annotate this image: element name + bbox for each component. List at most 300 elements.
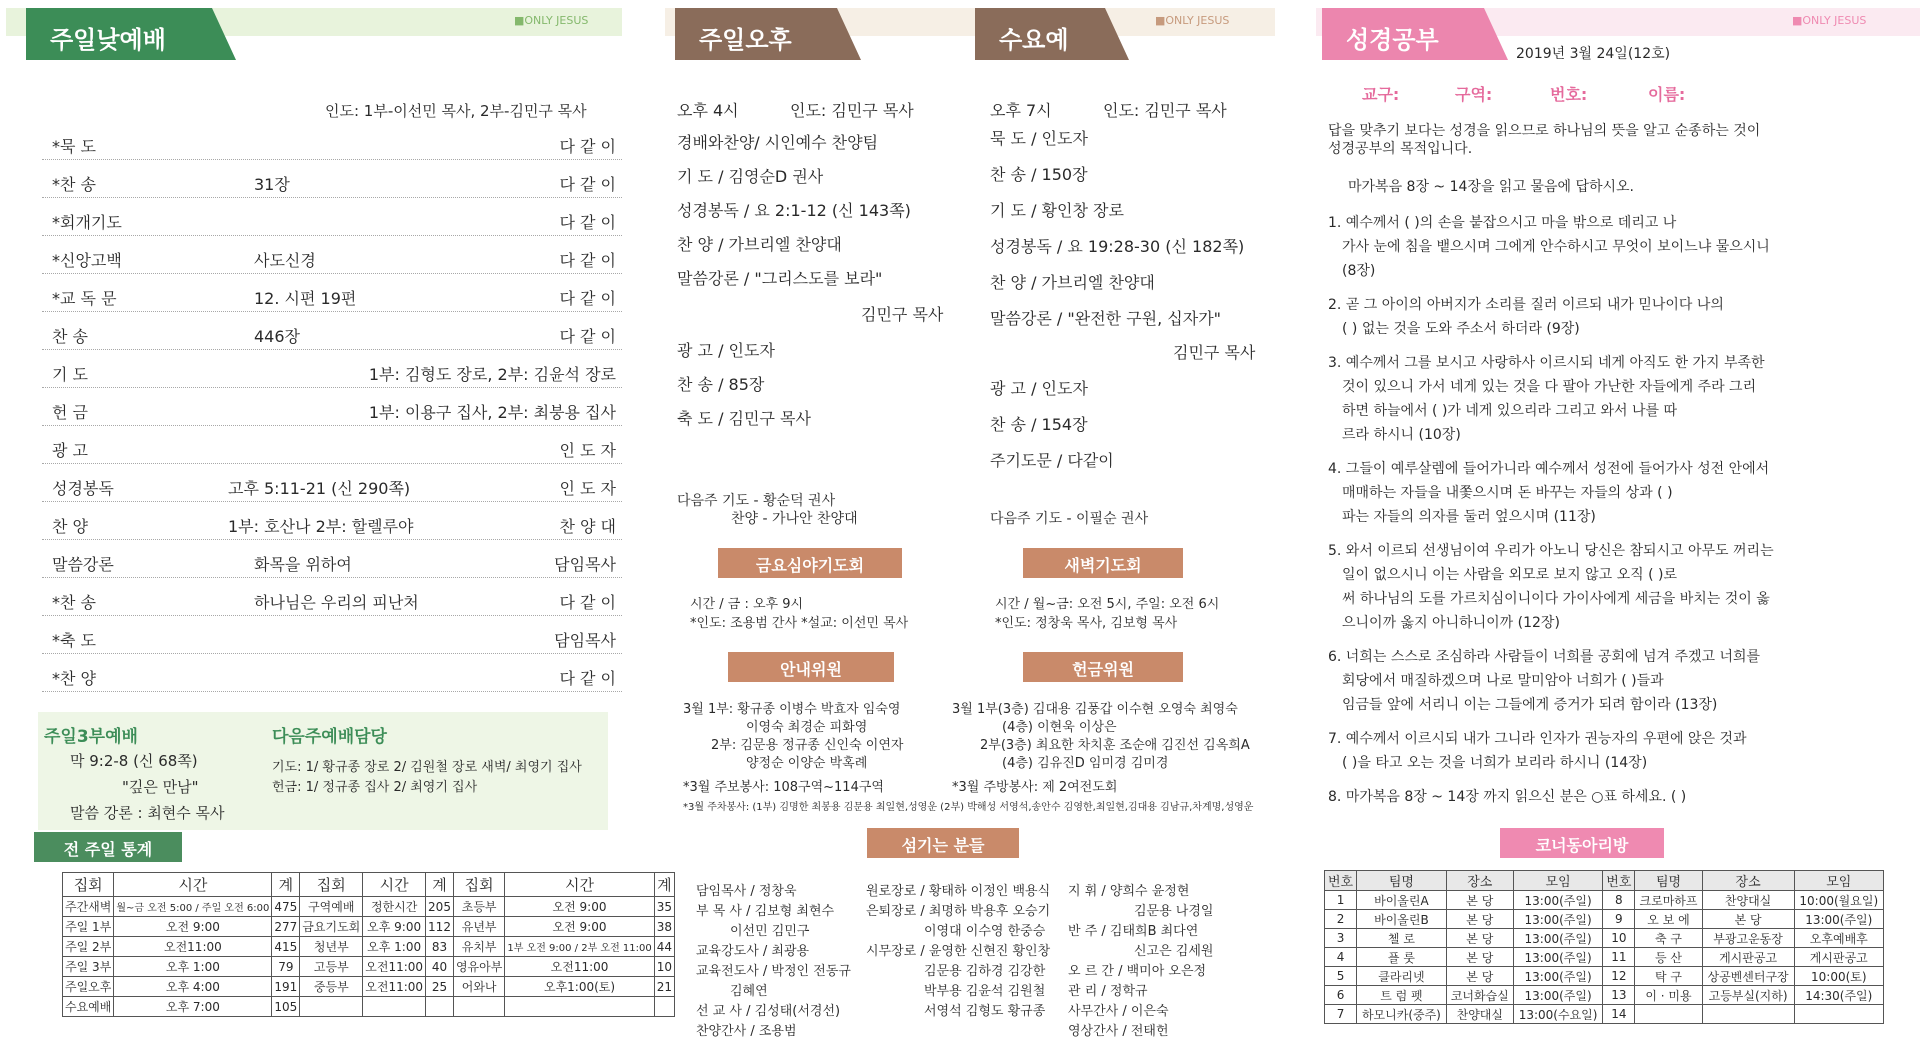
club-cell [1794,1005,1883,1024]
worship-item-name: 말씀강론 [52,555,114,574]
club-row [1325,1005,1884,1024]
stats-cell: 주일 2부 [63,937,114,957]
worship-line: 성경봉독 / 요 19:28-30 (신 182쪽) [990,237,1245,256]
stats-cell: 유치부 [453,937,504,957]
worship-row [42,586,622,616]
stats-cell: 오후 7:00 [114,997,272,1017]
club-cell: 탁 구 [1635,967,1702,986]
club-header: 장소 [1702,871,1794,891]
stats-cell: 주일 1부 [63,917,114,937]
intro-line: 성경공부의 목적입니다. [1328,141,1473,157]
stats-cell [363,997,426,1017]
stats-cell: 오후 4:00 [114,977,272,997]
servant-line: 김혜연 [730,984,768,999]
club-row [1325,986,1884,1005]
service-leader: 인도: 김민구 목사 [1103,101,1227,120]
worship-row [42,396,622,426]
stats-cell: 청년부 [300,937,363,957]
club-header: 팀명 [1357,871,1447,891]
stats-cell: 10 [654,957,674,977]
question-line: 파는 자들의 의자를 둘러 엎으시며 (11장) [1342,509,1596,525]
club-cell: 13:00(주일) [1513,929,1602,948]
stats-cell [426,997,454,1017]
worship-item-leader: 다 같 이 [559,669,616,688]
question-line: 일이 없으시니 이는 사람을 외모로 보지 않고 오직 ( )로 [1342,567,1677,583]
club-cell: 축 구 [1635,929,1702,948]
club-cell: 13:00(수요일) [1513,1005,1602,1024]
stats-row [63,937,675,957]
worship-item-name: *축 도 [52,631,96,650]
club-cell: 부광고운동장 [1702,929,1794,948]
servant-line: 박부용 김윤석 김원철 [924,984,1046,999]
stats-cell: 수요예배 [63,997,114,1017]
next-prayer: 다음주 기도 - 이필순 권사 [990,511,1149,527]
club-cell: 10:00(토) [1794,967,1883,986]
servant-line: 김문용 나경일 [1134,904,1214,919]
stats-cell: 오전11:00 [114,937,272,957]
guide-line: 3월 1부: 황규종 이병수 박효자 임숙영 [683,702,901,717]
stats-cell [654,997,674,1017]
club-header: 팀명 [1635,871,1702,891]
question-line: 가사 눈에 침을 뱉으시며 그에게 안수하시고 무엇이 보이느냐 물으시니 [1342,239,1770,255]
stats-cell: 475 [272,897,300,917]
club-cell: 플 룻 [1357,948,1447,967]
stats-cell: 주일 3부 [63,957,114,977]
club-row [1325,891,1884,910]
worship-line: 찬 양 / 가브리엘 찬양대 [677,235,842,254]
worship-item-name: 광 고 [52,441,88,460]
friday-time: 시간 / 금 : 오후 9시 [690,597,804,612]
club-cell: 코너화습실 [1446,986,1513,1005]
club-cell: 상공벤센터구장 [1702,967,1794,986]
stats-cell [453,997,504,1017]
instruction: 마가복음 8장 ~ 14장을 읽고 물음에 답하시오. [1348,179,1634,195]
worship-line: 찬 송 / 150장 [990,165,1088,184]
guide-line: 2부: 김문용 정규종 신인숙 이연자 [711,738,904,753]
club-cell: 4 [1325,948,1357,967]
section-title: 주일오후예배 [675,8,837,60]
servant-line: 찬양간사 / 조용범 [696,1024,797,1039]
stats-header: 집회 [300,873,363,897]
club-cell: 트 럼 펫 [1357,986,1447,1005]
worship-item-name: 찬 송 [52,327,88,346]
stats-cell: 주일오후 [63,977,114,997]
question-line: 르라 하시니 (10장) [1342,427,1461,443]
duty-bulletin: *3월 주보봉사: 108구역~114구역 [683,780,884,795]
stats-cell: 40 [426,957,454,977]
club-cell: 등 산 [1635,948,1702,967]
club-table [1324,870,1884,1024]
club-cell: 14 [1603,1005,1635,1024]
stats-cell: 오전11:00 [363,957,426,977]
club-row [1325,967,1884,986]
question-line: 것이 있으니 가서 네게 있는 것을 다 팔아 가난한 자들에게 주라 그리 [1342,379,1757,395]
question-line: 8. 마가복음 8장 ~ 14장 까지 읽으신 분은 ○표 하세요. ( ) [1328,789,1687,805]
club-cell: 바이올린B [1357,910,1447,929]
stats-cell: 오후 1:00 [114,957,272,977]
question-line: 7. 예수께서 이르시되 내가 그니라 인자가 권능자의 우편에 앉은 것과 [1328,731,1747,747]
stats-cell: 415 [272,937,300,957]
worship-item-leader: 인 도 자 [559,479,616,498]
duty-kitchen: *3월 주방봉사: 제 2여전도회 [952,780,1118,795]
worship-row [42,624,622,654]
club-row [1325,910,1884,929]
section-title: 수요예배 [975,8,1105,60]
worship-line: 말씀강론 / "완전한 구원, 십자가" [990,309,1222,328]
third-sermon: 말씀 강론 : 최현수 목사 [70,804,225,822]
worship-item-leader: 담임목사 [554,555,616,574]
club-cell: 12 [1603,967,1635,986]
question-line: 4. 그들이 예루살렘에 들어가니라 예수께서 성전에 들어가사 성전 안에서 [1328,461,1770,477]
stats-cell: 277 [272,917,300,937]
club-cell [1702,1005,1794,1024]
stats-cell: 어와나 [453,977,504,997]
stats-cell: 오전11:00 [505,957,654,977]
stats-cell: 오후 1:00 [363,937,426,957]
question-line: 2. 곧 그 아이의 아버지가 소리를 질러 이르되 내가 믿나이다 나의 [1328,297,1724,313]
club-cell: 하모니카(중주) [1357,1005,1447,1024]
servant-line: 지 휘 / 양희수 윤정현 [1068,884,1190,899]
club-cell: 13:00(주일) [1513,967,1602,986]
worship-item-name: *회개기도 [52,213,122,232]
stats-cell: 구역예배 [300,897,363,917]
stats-table [62,872,675,1017]
friday-leader: *인도: 조용범 간사 *설교: 이선민 목사 [690,616,909,631]
servants-title: 섬기는 분들 [867,828,1019,858]
servant-line: 이선민 김민구 [730,924,810,939]
service-time: 오후 4시 [677,101,739,120]
worship-item-name: 헌 금 [52,403,88,422]
worship-item-leader: 1부: 김형도 장로, 2부: 김윤석 장로 [368,365,616,384]
club-cell: 크로마하프 [1635,891,1702,910]
stats-cell [505,997,654,1017]
club-cell: 본 당 [1446,948,1513,967]
servant-line: 신고은 김세원 [1134,944,1214,959]
offering-line: (4층) 이현욱 이상은 [1002,720,1117,735]
preacher: 김민구 목사 [1173,343,1256,362]
club-cell: 첼 로 [1357,929,1447,948]
club-cell: 게시판공고 [1794,948,1883,967]
club-header: 번호 [1603,871,1635,891]
worship-item-name: 성경봉독 [52,479,114,498]
guide-line: 양정순 이양순 박혹례 [746,756,868,771]
stats-row [63,997,675,1017]
stats-cell: 주간새벽 [63,897,114,917]
offering-committee-title: 헌금위원 [1023,652,1183,682]
field-district: 교구: [1362,85,1400,104]
stats-row [63,957,675,977]
duty-parking: *3월 주차봉사: (1부) 김명한 최봉용 김문용 최일현,성영운 (2부) 박해성 서영석,송안수 김영한,최일현,김대용 김남규,차계명,성영운 [683,802,1254,813]
stats-cell: 오후1:00(토) [505,977,654,997]
worship-item-detail: 1부: 호산나 2부: 할렐루야 [228,517,414,536]
club-cell: 8 [1603,891,1635,910]
worship-line: 묵 도 / 인도자 [990,129,1088,148]
club-header: 번호 [1325,871,1357,891]
next-week-title: 다음주예배담당 [272,727,387,747]
guide-line: 이영숙 최경순 피화영 [746,720,868,735]
worship-row [42,206,622,236]
worship-line: 찬 양 / 가브리엘 찬양대 [990,273,1155,292]
club-cell: 10:00(월요일) [1794,891,1883,910]
worship-item-leader: 다 같 이 [559,593,616,612]
worship-item-detail: 31장 [254,175,290,194]
worship-item-leader: 1부: 이용구 집사, 2부: 최붕용 집사 [368,403,616,422]
club-cell: 본 당 [1446,891,1513,910]
servant-line: 서영석 김형도 황규종 [924,1004,1046,1019]
servant-line: 관 리 / 정학규 [1068,984,1148,999]
worship-item-name: *찬 양 [52,669,96,688]
servant-line: 은퇴장로 / 최명하 박용후 오승기 [866,904,1051,919]
stats-cell: 79 [272,957,300,977]
club-cell: 7 [1325,1005,1357,1024]
stats-header: 시간 [505,873,654,897]
worship-line: 주기도문 / 다같이 [990,451,1114,470]
club-header: 모임 [1794,871,1883,891]
worship-item-name: 기 도 [52,365,88,384]
servant-line: 사무간사 / 이은숙 [1068,1004,1169,1019]
question-line: ( ) 없는 것을 도와 주소서 하더라 (9장) [1342,321,1580,337]
stats-cell: 21 [654,977,674,997]
stats-header: 계 [272,873,300,897]
club-header: 모임 [1513,871,1602,891]
stats-header: 시간 [363,873,426,897]
stats-cell: 오전 9:00 [505,917,654,937]
field-zone: 구역: [1455,85,1493,104]
club-header: 장소 [1446,871,1513,891]
club-cell: 이 · 미용 [1635,986,1702,1005]
stats-cell: 금요기도회 [300,917,363,937]
worship-line: 찬 송 / 154장 [990,415,1088,434]
club-cell: 본 당 [1446,929,1513,948]
worship-item-name: 찬 양 [52,517,88,536]
preacher: 김민구 목사 [861,305,944,324]
worship-line: 찬 송 / 85장 [677,375,765,394]
club-cell: 13:00(주일) [1513,910,1602,929]
club-cell: 9 [1603,910,1635,929]
worship-item-detail: 화목을 위하여 [254,555,352,574]
stats-cell: 오전11:00 [363,977,426,997]
worship-item-leader: 다 같 이 [559,137,616,156]
third-service-title: 주일3부예배 [44,727,138,747]
leaders-line: 인도: 1부-이선민 목사, 2부-김민구 목사 [325,102,587,120]
stats-cell: 영유아부 [453,957,504,977]
stats-cell: 월~금 오전 5:00 / 주일 오전 6:00 [114,897,272,917]
service-leader: 인도: 김민구 목사 [790,101,914,120]
club-cell: 찬양대실 [1702,891,1794,910]
third-subtitle: "깊은 만남" [122,778,199,796]
dawn-leader: *인도: 정창욱 목사, 김보형 목사 [995,616,1178,631]
stats-title: 전 주일 통계 [34,832,182,862]
stats-cell: 고등부 [300,957,363,977]
stats-cell: 중등부 [300,977,363,997]
stats-header: 계 [426,873,454,897]
section-title: 성경공부 [1322,8,1484,60]
stats-cell: 유년부 [453,917,504,937]
offering-line: (4층) 김유진D 임미경 김미경 [1002,756,1169,771]
service-time: 오후 7시 [990,101,1052,120]
worship-row [42,510,622,540]
club-cell: 게시판공고 [1702,948,1794,967]
worship-item-name: *찬 송 [52,593,96,612]
servant-line: 시무장로 / 윤영한 신현진 황인창 [866,944,1051,959]
club-cell [1635,1005,1702,1024]
club-cell: 6 [1325,986,1357,1005]
stats-cell: 1부 오전 9:00 / 2부 오전 11:00 [505,937,654,957]
club-title: 코너동아리방 [1500,828,1664,858]
third-scripture: 막 9:2-8 (신 68쪽) [70,752,198,770]
stats-cell: 오후 9:00 [363,917,426,937]
worship-line: 말씀강론 / "그리스도를 보라" [677,269,883,288]
brand-tag: ■ONLY JESUS [1792,14,1867,27]
club-cell: 10 [1603,929,1635,948]
worship-row [42,434,622,464]
question-line: 으니이까 옳지 아니하니이까 (12장) [1342,615,1560,631]
worship-row [42,130,622,160]
club-cell: 바이올린A [1357,891,1447,910]
stats-row [63,917,675,937]
question-line: 5. 와서 이르되 선생님이여 우리가 아노니 당신은 참되시고 아무도 꺼리는 [1328,543,1774,559]
club-row [1325,948,1884,967]
club-cell: 고등부실(지하) [1702,986,1794,1005]
club-cell: 13:00(주일) [1794,910,1883,929]
stats-cell: 112 [426,917,454,937]
stats-cell: 205 [426,897,454,917]
stats-row [63,977,675,997]
club-cell: 본 당 [1446,910,1513,929]
dawn-prayer-title: 새벽기도회 [1023,548,1183,578]
servant-line: 부 목 사 / 김보형 최현수 [696,904,835,919]
issue-date: 2019년 3월 24일(12호) [1516,46,1671,62]
next-week-prayer: 기도: 1/ 황규종 장로 2/ 김원철 장로 새벽/ 최영기 집사 [272,760,582,775]
club-cell: 오 보 에 [1635,910,1702,929]
worship-row [42,244,622,274]
stats-header: 시간 [114,873,272,897]
worship-item-detail: 고후 5:11-21 (신 290쪽) [228,479,411,498]
club-cell: 3 [1325,929,1357,948]
next-praise: 찬양 - 가나안 찬양대 [731,511,858,527]
worship-item-name: *신앙고백 [52,251,122,270]
question-line: 회당에서 매질하겠으며 나로 말미암아 너희가 ( )들과 [1342,673,1664,689]
question-line: (8장) [1342,263,1376,279]
stats-header: 집회 [63,873,114,897]
field-name: 이름: [1648,85,1686,104]
offering-line: 2부(3층) 최요한 차치훈 조순애 김진선 김옥희A [980,738,1250,753]
club-cell: 2 [1325,910,1357,929]
servant-line: 이영대 이수영 한중승 [924,924,1046,939]
servant-line: 교육강도사 / 최광용 [696,944,810,959]
stats-cell: 83 [426,937,454,957]
worship-item-detail: 446장 [254,327,300,346]
servant-line: 원로장로 / 황태하 이정인 백용식 [866,884,1051,899]
worship-line: 광 고 / 인도자 [990,379,1088,398]
worship-row [42,168,622,198]
stats-cell [300,997,363,1017]
question-line: 1. 예수께서 ( )의 손을 붙잡으시고 마을 밖으로 데리고 나 [1328,215,1677,231]
worship-row [42,282,622,312]
worship-row [42,472,622,502]
stats-cell: 105 [272,997,300,1017]
stats-cell: 오전 9:00 [505,897,654,917]
worship-line: 성경봉독 / 요 2:1-12 (신 143쪽) [677,201,911,220]
club-cell: 1 [1325,891,1357,910]
stats-header: 집회 [453,873,504,897]
offering-line: 3월 1부(3층) 김대용 김풍갑 이수현 오영숙 최영숙 [952,702,1238,717]
worship-item-leader: 담임목사 [554,631,616,650]
club-cell: 13 [1603,986,1635,1005]
next-prayer: 다음주 기도 - 황순덕 권사 [677,493,836,509]
stats-cell: 초등부 [453,897,504,917]
question-line: ( )을 타고 오는 것을 너희가 보리라 하시니 (14장) [1342,755,1648,771]
stats-cell: 35 [654,897,674,917]
worship-item-name: *묵 도 [52,137,96,156]
club-cell: 찬양대실 [1446,1005,1513,1024]
club-cell: 11 [1603,948,1635,967]
question-line: 하면 하늘에서 ( )가 네게 있으리라 그리고 와서 나를 따 [1342,403,1677,419]
stats-header: 계 [654,873,674,897]
club-cell: 오후예배후 [1794,929,1883,948]
club-cell: 13:00(주일) [1513,948,1602,967]
servant-line: 김문용 김하경 김강한 [924,964,1046,979]
stats-cell: 정한시간 [363,897,426,917]
club-cell: 13:00(주일) [1513,891,1602,910]
worship-item-name: *교 독 문 [52,289,117,308]
worship-item-name: *찬 송 [52,175,96,194]
worship-item-leader: 다 같 이 [559,251,616,270]
worship-item-leader: 다 같 이 [559,327,616,346]
stats-cell: 38 [654,917,674,937]
worship-row [42,358,622,388]
guide-title: 안내위원 [728,652,894,682]
intro-line: 답을 맞추기 보다는 성경을 읽으므로 하나님의 뜻을 알고 순종하는 것이 [1328,123,1761,139]
field-number: 번호: [1550,85,1588,104]
question-line: 임금들 앞에 서리니 이는 그들에게 증거가 되려 함이라 (13장) [1342,697,1718,713]
worship-item-leader: 다 같 이 [559,289,616,308]
worship-row [42,548,622,578]
stats-cell: 44 [654,937,674,957]
worship-item-detail: 12. 시편 19편 [254,289,357,308]
servant-line: 교육전도사 / 박정인 전동규 [696,964,851,979]
dawn-time: 시간 / 월~금: 오전 5시, 주일: 오전 6시 [995,597,1220,612]
friday-prayer-title: 금요심야기도회 [718,548,902,578]
worship-item-leader: 인 도 자 [559,441,616,460]
question-line: 매매하는 자들을 내쫓으시며 돈 바꾸는 자들의 상과 ( ) [1342,485,1673,501]
worship-item-detail: 사도신경 [254,251,316,270]
brand-tag: ■ONLY JESUS [514,14,589,27]
worship-item-detail: 하나님은 우리의 피난처 [254,593,419,612]
worship-row [42,662,622,692]
stats-cell: 191 [272,977,300,997]
worship-item-leader: 다 같 이 [559,175,616,194]
next-week-offering: 헌금: 1/ 정규종 집사 2/ 최영기 집사 [272,780,478,795]
servant-line: 선 교 사 / 김성태(서경선) [696,1004,841,1019]
worship-line: 경배와찬양/ 시인예수 찬양팀 [677,133,879,152]
club-cell: 13:00(주일) [1513,986,1602,1005]
question-line: 3. 예수께서 그를 보시고 사랑하사 이르시되 네게 아직도 한 가지 부족한 [1328,355,1765,371]
section-title: 주일낮예배 [26,8,212,60]
servant-line: 영상간사 / 전태헌 [1068,1024,1169,1039]
worship-item-leader: 찬 양 대 [559,517,616,536]
worship-item-leader: 다 같 이 [559,213,616,232]
worship-line: 기 도 / 김영순D 권사 [677,167,824,186]
question-line: 6. 너희는 스스로 조심하라 사람들이 너희를 공회에 넘겨 주겠고 너희를 [1328,649,1761,665]
worship-line: 기 도 / 황인창 장로 [990,201,1124,220]
stats-cell: 오전 9:00 [114,917,272,937]
stats-row [63,897,675,917]
question-line: 써 하나님의 도를 가르치심이니이다 가이사에게 세금을 바치는 것이 옳 [1342,591,1770,607]
servant-line: 담임목사 / 정창욱 [696,884,797,899]
worship-line: 축 도 / 김민구 목사 [677,409,811,428]
servant-line: 오 르 간 / 백미아 오은정 [1068,964,1207,979]
